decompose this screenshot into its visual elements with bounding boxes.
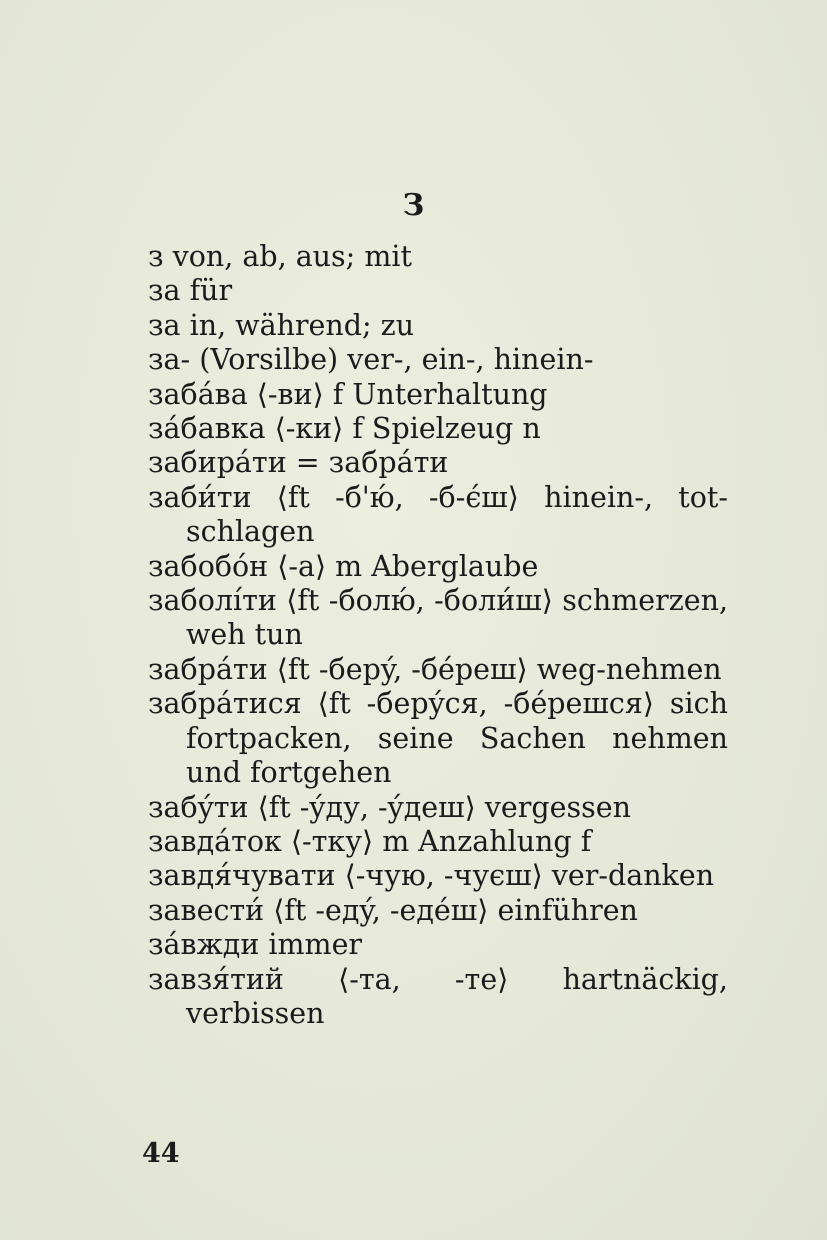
dictionary-entry: завдáток ⟨-тку⟩ m Anzahlung f [148, 824, 592, 858]
dictionary-entry: забáва ⟨-ви⟩ f Unterhaltung [148, 377, 548, 411]
dictionary-entry: забрáтися ⟨ft -берýся, -бéрешся⟩ sich fortpacken, seine Sachen nehmen und fortgehen [148, 687, 728, 790]
dictionary-entry: за für [148, 274, 233, 308]
dictionary-entry: зáвжди immer [148, 928, 363, 962]
dictionary-entry: за- (Vorsilbe) ver-, ein-, hinein- [148, 343, 594, 377]
dictionary-entry: зáбавка ⟨-ки⟩ f Spielzeug n [148, 412, 541, 446]
dictionary-entry: завдя́чувати ⟨-чую, -чуєш⟩ ver-danken [148, 859, 715, 893]
dictionary-entry: заби́ти ⟨ft -б'ю́, -б-є́ш⟩ hinein-, tot-schlagen [148, 480, 728, 549]
dictionary-entries [148, 240, 728, 1031]
dictionary-entry: забобóн ⟨-а⟩ m Aberglaube [148, 549, 539, 583]
dictionary-entry: завести́ ⟨ft -едý, -едéш⟩ einführen [148, 893, 638, 927]
dictionary-entry: завзя́тий ⟨-та, -те⟩ hartnäckig, verbissen [148, 962, 728, 1030]
dictionary-entry: забрáти ⟨ft -берý, -бéреш⟩ weg-nehmen [148, 652, 722, 686]
dictionary-entry: забýти ⟨ft -ýду, -ýдеш⟩ vergessen [148, 790, 631, 824]
dictionary-entry: забирáти = забрáти [148, 446, 449, 480]
section-letter-heading: З [402, 188, 425, 223]
page-number: 44 [142, 1138, 180, 1169]
dictionary-entry: з von, ab, aus; mit [148, 240, 412, 273]
dictionary-entry: заболíти ⟨ft -болю́, -боли́ш⟩ schmerzen, weh tun [148, 584, 728, 652]
dictionary-entry: за in, während; zu [148, 308, 415, 342]
